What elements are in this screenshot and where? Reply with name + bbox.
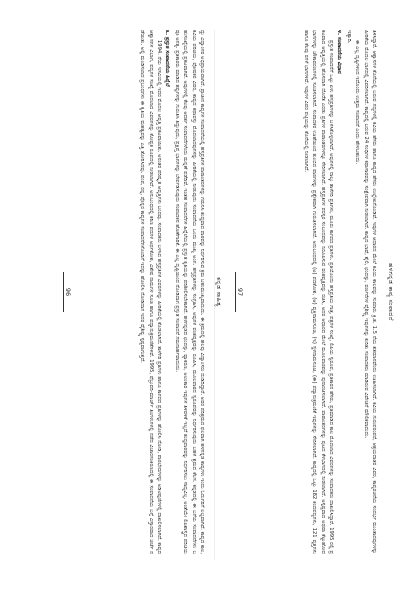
left-page [54, 22, 222, 562]
left-paragraph: 1994. ನೆಯ ಇಸವಿಯಲ್ಲಿ ಇದರ ಮೊದಲ ಆವೃತ್ತಿ ಪ್ರಕಟವಾಯಿತು. ಅನಂತರ ಪರಿಷ್ಕೃತ ಆವೃತ್ತಿಗಳು ಬಂದವು. ಸಂಪಾದಕರು ಬಳಸಿದ ಹಸ್ತಪ್ರತಿಗಳ ವಿವರಗಳನ್ನು ಪೀಠಿಕೆಯಲ್ಲಿ ಕೊಡಲಾಗಿದೆ. ತಾಳೆಗರಿ ಪ್ರತಿಗಳು ಹಾಗೂ ಕಾಗದದ ಪ್ರತಿಗಳನ್ನು ಹೋಲಿಸಿ ನೋಡಿ, ಪಾಠಭೇದಗಳನ್ನು ಅಡಿಟಿಪ್ಪಣಿಗಳಲ್ಲಿ ದಾಖಲಿಸಲಾಗಿದೆ. ಕಾವ್ಯದ ಆಶ್ವಾಸಗಳ ವಿಭಾಗ, ಪದ್ಯಗಳ ಸಂಖ್ಯೆ ಮೊದಲಾದ ವಿವರಗಳನ್ನು ಕೋಷ್ಟಕ ರೂಪದಲ್ಲಿ ನೀಡಲಾಗಿದೆ. ಅನುಬಂಧದಲ್ಲಿ ಕಠಿಣ ಪದಗಳ ಅರ್ಥಕೋಶ, ವಿಶೇಷ ನಾಮಗಳ ಸೂಚಿ ಹಾಗೂ ಪದ್ಯಾನುಕ್ರಮಣಿಕೆಗಳಿವೆ. 1995, ಫೆಬ್ರುವರಿ-ಮಾರ್ಚ್ ತಿಂಗಳುಗಳಲ್ಲಿ ನಡೆದ ವಿಚಾರಸಂಕಿರಣದಲ್ಲಿ ಈ ಸಂಪಾದನೆಯ ಬಗ್ಗೆ ವಿಸ್ತಾರವಾದ ಚರ್ಚೆ ನಡೆಯಿತು. ಅಲ್ಲಿ ಮಂಡಿಸಲಾದ ಪ್ರಬಂಧಗಳು ಈ ಕೃತಿಯ ಮಹತ್ವವನ್ನು ಎತ್ತಿ ತೋರಿಸಿದವು. ಪಂಪ, ರನ್ನ, ಪೊನ್ನರ ಕಾವ್ಯಗಳ ಸಂಪಾದನೆಗಳೊಂದಿಗೆ ಇದನ್ನು ಹೋಲಿಸಿ ನೋಡಿದಾಗ ಇದರ ವೈಶಿಷ್ಟ್ಯ ಸ್ಪಷ್ಟವಾಗುತ್ತದೆ. [139, 30, 162, 554]
right-page-number-rule [235, 272, 236, 312]
right-paragraph: ಪ್ರಸ್ತುತ ಸಂಪಾದನೆಗೆ ಒಟ್ಟು ಏಳು ಹಸ್ತಪ್ರತಿಗಳನ್ನು ಬಳಸಿಕೊಳ್ಳಲಾಗಿದೆ. ಅವುಗಳಲ್ಲಿ ನಾಲ್ಕು ತಾಳೆಗರಿ ಪ್ರತಿಗಳು, ಮೂರು ಕಾಗದದ ಪ್ರತಿಗಳು. ಪ್ರತಿಯೊಂದು ಹಸ್ತಪ್ರತಿಯ ಗಾತ್ರ, ಪತ್ರಗಳ ಸಂಖ್ಯೆ, ಲಿಪಿಯ ಸ್ವರೂಪ, ಪ್ರತಿಕಾರನ ಹೆಸರು, ಪ್ರತಿಮಾಡಿದ ಕಾಲ ಮೊದಲಾದ ವಿವರಗಳನ್ನು ಸಂಪಾದಕರು ದಾಖಲಿಸಿದ್ದಾರೆ. 1995 ರಲ್ಲಿ ಪ್ರಕಟವಾದ ಆವೃತ್ತಿಯಲ್ಲಿ ಹೊಸದಾಗಿ ದೊರೆತ ಎರಡು ಪ್ರತಿಗಳ ಪಾಠಾಂತರಗಳನ್ನೂ ಸೇರಿಸಲಾಗಿದೆ. ಹಸ್ತಪ್ರತಿಗಳ ಪರಸ್ಪರ ಸಂಬಂಧವನ್ನು ನಿರೂಪಿಸುವ ವಂಶವೃಕ್ಷವನ್ನು ರಚಿಸಿ, ಅದರ ಆಧಾರದ ಮೇಲೆ ಮೂಲಪಾಠವನ್ನು ಪುನಾರಚಿಸಲಾಗಿದೆ. ಪಾಠಾಂತರಗಳನ್ನು ಪುಟದ ಕೆಳಭಾಗದಲ್ಲಿ ನೀಡಲಾಗಿದೆ. ಅಸ್ಪಷ್ಟವಾದ ಅಥವಾ ಕೆಟ್ಟುಹೋದ ಭಾಗಗಳನ್ನು ಚೌಕಾವರಣಗಳಲ್ಲಿ ಸೂಚಿಸಲಾಗಿದೆ. ಸಂಪಾದಕರ ಊಹೆಯಿಂದ ತುಂಬಿದ ಪಾಠಗಳನ್ನು ಪ್ರತ್ಯೇಕವಾಗಿ ಗುರುತಿಸಲಾಗಿದೆ. ಅನುಬಂಧದಲ್ಲಿ (ಅ) ಪದಕೋಶ, (ಆ) ವ್ಯಕ್ತಿನಾಮಸೂಚಿ, (ಇ) ಸ್ಥಳನಾಮಸೂಚಿ, (ಈ) ಪದ್ಯಾನುಕ್ರಮಣಿಕೆ ಇವುಗಳನ್ನು ಸೇರಿಸಲಾಗಿದೆ. ಕಾವ್ಯದಲ್ಲಿ ಒಟ್ಟು 182 ಕಂದಪದ್ಯಗಳು, 121 ವೃತ್ತಗಳು ಹಾಗೂ ಕೆಲವು ರಗಳೆ ಭಾಗಗಳಿವೆ. ಇವುಗಳ ವಿವರ ಪಟ್ಟಿಯನ್ನು ಕೊನೆಯಲ್ಲಿ ನೀಡಲಾಗಿದೆ. [302, 30, 334, 554]
right-section-heading: ೪. ಸಂಪಾದನೆಯ ವಿಧಾನ [336, 30, 343, 74]
right-paragraph: ಈ ಎಲ್ಲ ದೃಷ್ಟಿಗಳಿಂದ ಇದೊಂದು ಉತ್ತಮ ಸಂಪಾದನೆ ಎಂದು ಹೇಳಬಹುದು. [354, 40, 361, 165]
left-section-heading: ೩. ಪ್ರಸ್ತುತ ಸಂಪಾದನೆಯ ಹಿನ್ನೆಲೆ [164, 30, 171, 87]
right-page-body [301, 30, 378, 554]
right-paragraph: ತಿಳಿಸಿದ್ದಾರೆ. ಆಶ್ವಾಸಗಳ ಕೊನೆಯಲ್ಲಿ ಬರುವ ಗದ್ಯಗಳಲ್ಲಿ ಕವಿಯ ಹೆಸರು ಹಾಗೂ ಕಾವ್ಯದ ಹೆಸರು ಉಲ್ಲೇಖಗೊಂಡಿವೆ. ಇವುಗಳ ಆಧಾರದ ಮೇಲೆ ಕವಿಯ ಕಾಲವನ್ನು ಸುಮಾರು ಕ್ರಿ.ಶ. 1.5 ನೆಯ ಶತಮಾನವೆಂದು ಊಹಿಸಲಾಗಿದೆ. ಕವಿಯ ಗುರುಪರಂಪರೆ, ಆಶ್ರಯದಾತರ ವಿವರ, ಕಾವ್ಯರಚನೆಯ ಸಂದರ್ಭ ಮುಂತಾದವುಗಳನ್ನು ಪೀಠಿಕೆಯ ಮೊದಲ ಭಾಗದಲ್ಲಿ ವಿವರಿಸಲಾಗಿದೆ. ಕಾವ್ಯದಲ್ಲಿ ಬರುವ 24 ಸಂಧಿಗಳ ಕಥಾಸಾರವನ್ನು ಸಂಕ್ಷೇಪವಾಗಿ ನೀಡಲಾಗಿದೆ. ಕಾವ್ಯದ ಭಾಷೆ, ಶೈಲಿ, ಛಂದಸ್ಸು, ವರ್ಣನೆಗಳ ವೈಶಿಷ್ಟ್ಯ ಇವುಗಳನ್ನು ಕುರಿತು ಸಂಪಾದಕರು ಮಾಡಿರುವ ವಿವೇಚನೆ ಮೌಲಿಕವಾದುದು. [362, 30, 377, 554]
left-running-head: ಕನ್ನಡ ಸಾಹಿತ್ಯ [215, 277, 222, 307]
left-page-body [138, 30, 206, 554]
right-paragraph: ಇತ್ಯಾದಿ. [345, 30, 352, 44]
right-page-number: 97 [236, 287, 244, 297]
left-paragraph: ದ್ದು ವಿದ್ವಾಂಸರ ಅಭಿಪ್ರಾಯವಾಗಿದೆ. ಪ್ರಾಚೀನ ಕಾವ್ಯಗಳ ಸಂಪಾದನೆಯಲ್ಲಿ ಹಸ್ತಪ್ರತಿಗಳ ಪಾಠಾಂತರಗಳನ್ನು ಗಮನಿಸಿ ಶುದ್ಧವಾದ ಪಾಠವನ್ನು ನಿರ್ಧರಿಸುವ ಕ್ರಮ ಬಹುಮುಖ್ಯವಾದುದು. ಈ ಕ್ರಮದಲ್ಲಿ ಹಲವು ವಿದ್ವಾಂಸರು ದುಡಿದಿದ್ದಾರೆ. ಅವರ ಪರಿಶ್ರಮದ ಫಲವಾಗಿ ಹಳಗನ್ನಡ ಕಾವ್ಯಗಳು ಇಂದು ಓದುಗರಿಗೆ ಲಭ್ಯವಾಗಿವೆ. ಕಾವ್ಯದ ಕಾಲ, ಕವಿಯ ಪರಿಚಯ, ಪೋಷಕರ ವಿವರ, ಕಾವ್ಯದ ಕಥಾವಸ್ತು ಮೊದಲಾದವುಗಳನ್ನು ಪೀಠಿಕೆಯಲ್ಲಿ ನೀಡುವುದು ಸಂಪಾದನೆಯ ಒಂದು ಮುಖ್ಯ ಅಂಗ. ಹಸ್ತಪ್ರತಿಗಳನ್ನು ಸಂಗ್ರಹಿಸಿ, ಅವುಗಳ ವಂಶವೃಕ್ಷವನ್ನು ರೂಪಿಸಿ, ಮೂಲಪಾಠದ ಸ್ವರೂಪವನ್ನು ನಿರ್ಧರಿಸುವುದು ಬಹಳ ಶ್ರಮದ ಕೆಲಸ. ಕನ್ನಡದಲ್ಲಿ ಈ ಬಗೆಯ ಸಂಪಾದನೆಗಳು ಬಹುಸಂಖ್ಯೆಯಲ್ಲಿ ಪ್ರಕಟವಾಗಿವೆ. ಅವುಗಳಲ್ಲಿ ಕೆಲವು ಆದರ್ಶ ಸಂಪಾದನೆಗಳೆಂದು ಮನ್ನಣೆ ಪಡೆದಿವೆ. ಇಂತಹ ಸಂಪಾದನೆಗಳ ಹಿನ್ನೆಲೆಯಲ್ಲಿ ಪ್ರಸ್ತುತ ಕೃತಿಯನ್ನು ಪರಿಶೀಲಿಸಬೇಕಾಗಿದೆ. ಹಳಗನ್ನಡದ ಛಂದಸ್ಸು, ವ್ಯಾಕರಣ, ಅಲಂಕಾರ ಇವುಗಳ ತಿಳಿವಳಿಕೆ ಇಲ್ಲದೆ ಶುದ್ಧಪಾಠವನ್ನು ನಿರ್ಧರಿಸಲು ಸಾಧ್ಯವಿಲ್ಲ. ಅಂತೆಯೇ ಲಿಪಿಶಾಸ್ತ್ರದ ಪರಿಚಯವೂ ಅಗತ್ಯ. ಪ್ರತಿಕಾರರು ಮಾಡಿದ ತಪ್ಪುಗಳನ್ನು ಗುರುತಿಸಿ ತಿದ್ದುವುದು, ಪ್ರಕ್ಷಿಪ್ತ ಭಾಗಗಳನ್ನು ಬೇರ್ಪಡಿಸುವುದು ಸಂಪಾದಕನ ಹೊಣೆಗಾರಿಕೆ. ಈ ಎಲ್ಲ ದೃಷ್ಟಿಯಿಂದ ನೋಡಿದಾಗ ಪ್ರಸ್ತುತ ಸಂಪಾದನೆ ಗಮನಾರ್ಹವಾದುದು. [173, 30, 205, 554]
right-running-head: ಹಳಗನ್ನಡ ಕಾವ್ಯ ಸಂಪಾದನೆ [387, 263, 394, 321]
left-page-number: 96 [64, 287, 72, 297]
left-page-number-rule [63, 272, 64, 312]
right-page [226, 22, 394, 562]
